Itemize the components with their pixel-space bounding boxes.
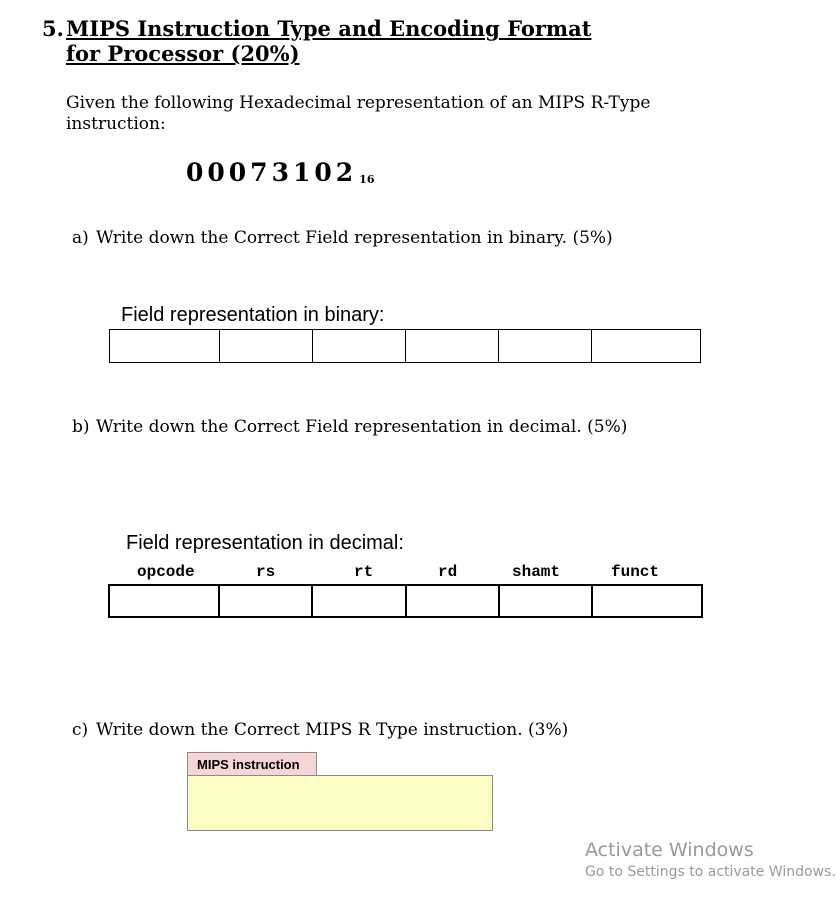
hex-base-subscript: 16 (359, 173, 375, 186)
question-title: MIPS Instruction Type and Encoding Format for Processor (20%) (66, 16, 592, 66)
decimal-field-cell-rd[interactable] (407, 586, 500, 616)
field-header-funct: funct (611, 563, 660, 581)
binary-field-cell-rt[interactable] (313, 330, 406, 362)
decimal-field-cell-shamt[interactable] (500, 586, 593, 616)
hex-value: 00073102 (186, 158, 358, 187)
field-header-shamt: shamt (512, 563, 561, 581)
part-b-letter: b) (72, 417, 90, 437)
part-a-prompt (72, 228, 613, 248)
question-number: 5. (42, 16, 64, 41)
field-header-rt: rt (354, 563, 374, 581)
watermark-line-1: Activate Windows (585, 839, 754, 861)
binary-field-cell-rd[interactable] (406, 330, 499, 362)
decimal-field-cell-rs[interactable] (220, 586, 313, 616)
decimal-field-cell-opcode[interactable] (110, 586, 220, 616)
part-a-letter: a) (72, 228, 89, 248)
decimal-field-cell-funct[interactable] (593, 586, 701, 616)
hex-instruction (186, 158, 374, 187)
binary-box-label: Field representation in binary: (121, 304, 385, 326)
part-c-letter: c) (72, 720, 89, 740)
field-header-rs: rs (256, 563, 276, 581)
field-header-rd: rd (438, 563, 458, 581)
binary-field-cell-opcode[interactable] (110, 330, 220, 362)
decimal-box-label: Field representation in decimal: (126, 532, 404, 554)
part-c-prompt (72, 720, 568, 740)
part-b-prompt (72, 417, 627, 437)
question-intro: Given the following Hexadecimal representation of an MIPS R-Type instruction: (66, 93, 651, 134)
binary-field-cell-funct[interactable] (592, 330, 700, 362)
binary-field-cell-shamt[interactable] (499, 330, 592, 362)
part-a-text: Write down the Correct Field representation in binary. (5%) (96, 228, 613, 248)
decimal-field-row (108, 584, 703, 618)
activate-windows-watermark (585, 839, 836, 880)
decimal-field-headers (0, 563, 739, 583)
binary-field-cell-rs[interactable] (220, 330, 313, 362)
decimal-field-cell-rt[interactable] (313, 586, 407, 616)
part-b-text: Write down the Correct Field representation in decimal. (5%) (96, 417, 628, 437)
field-header-opcode: opcode (137, 563, 195, 581)
mips-instruction-tag: MIPS instruction (187, 752, 317, 776)
watermark-line-2: Go to Settings to activate Windows. (585, 864, 836, 880)
binary-field-row (109, 329, 701, 363)
mips-instruction-answer-box[interactable] (187, 775, 493, 831)
part-c-text: Write down the Correct MIPS R Type instruction. (3%) (96, 720, 569, 740)
